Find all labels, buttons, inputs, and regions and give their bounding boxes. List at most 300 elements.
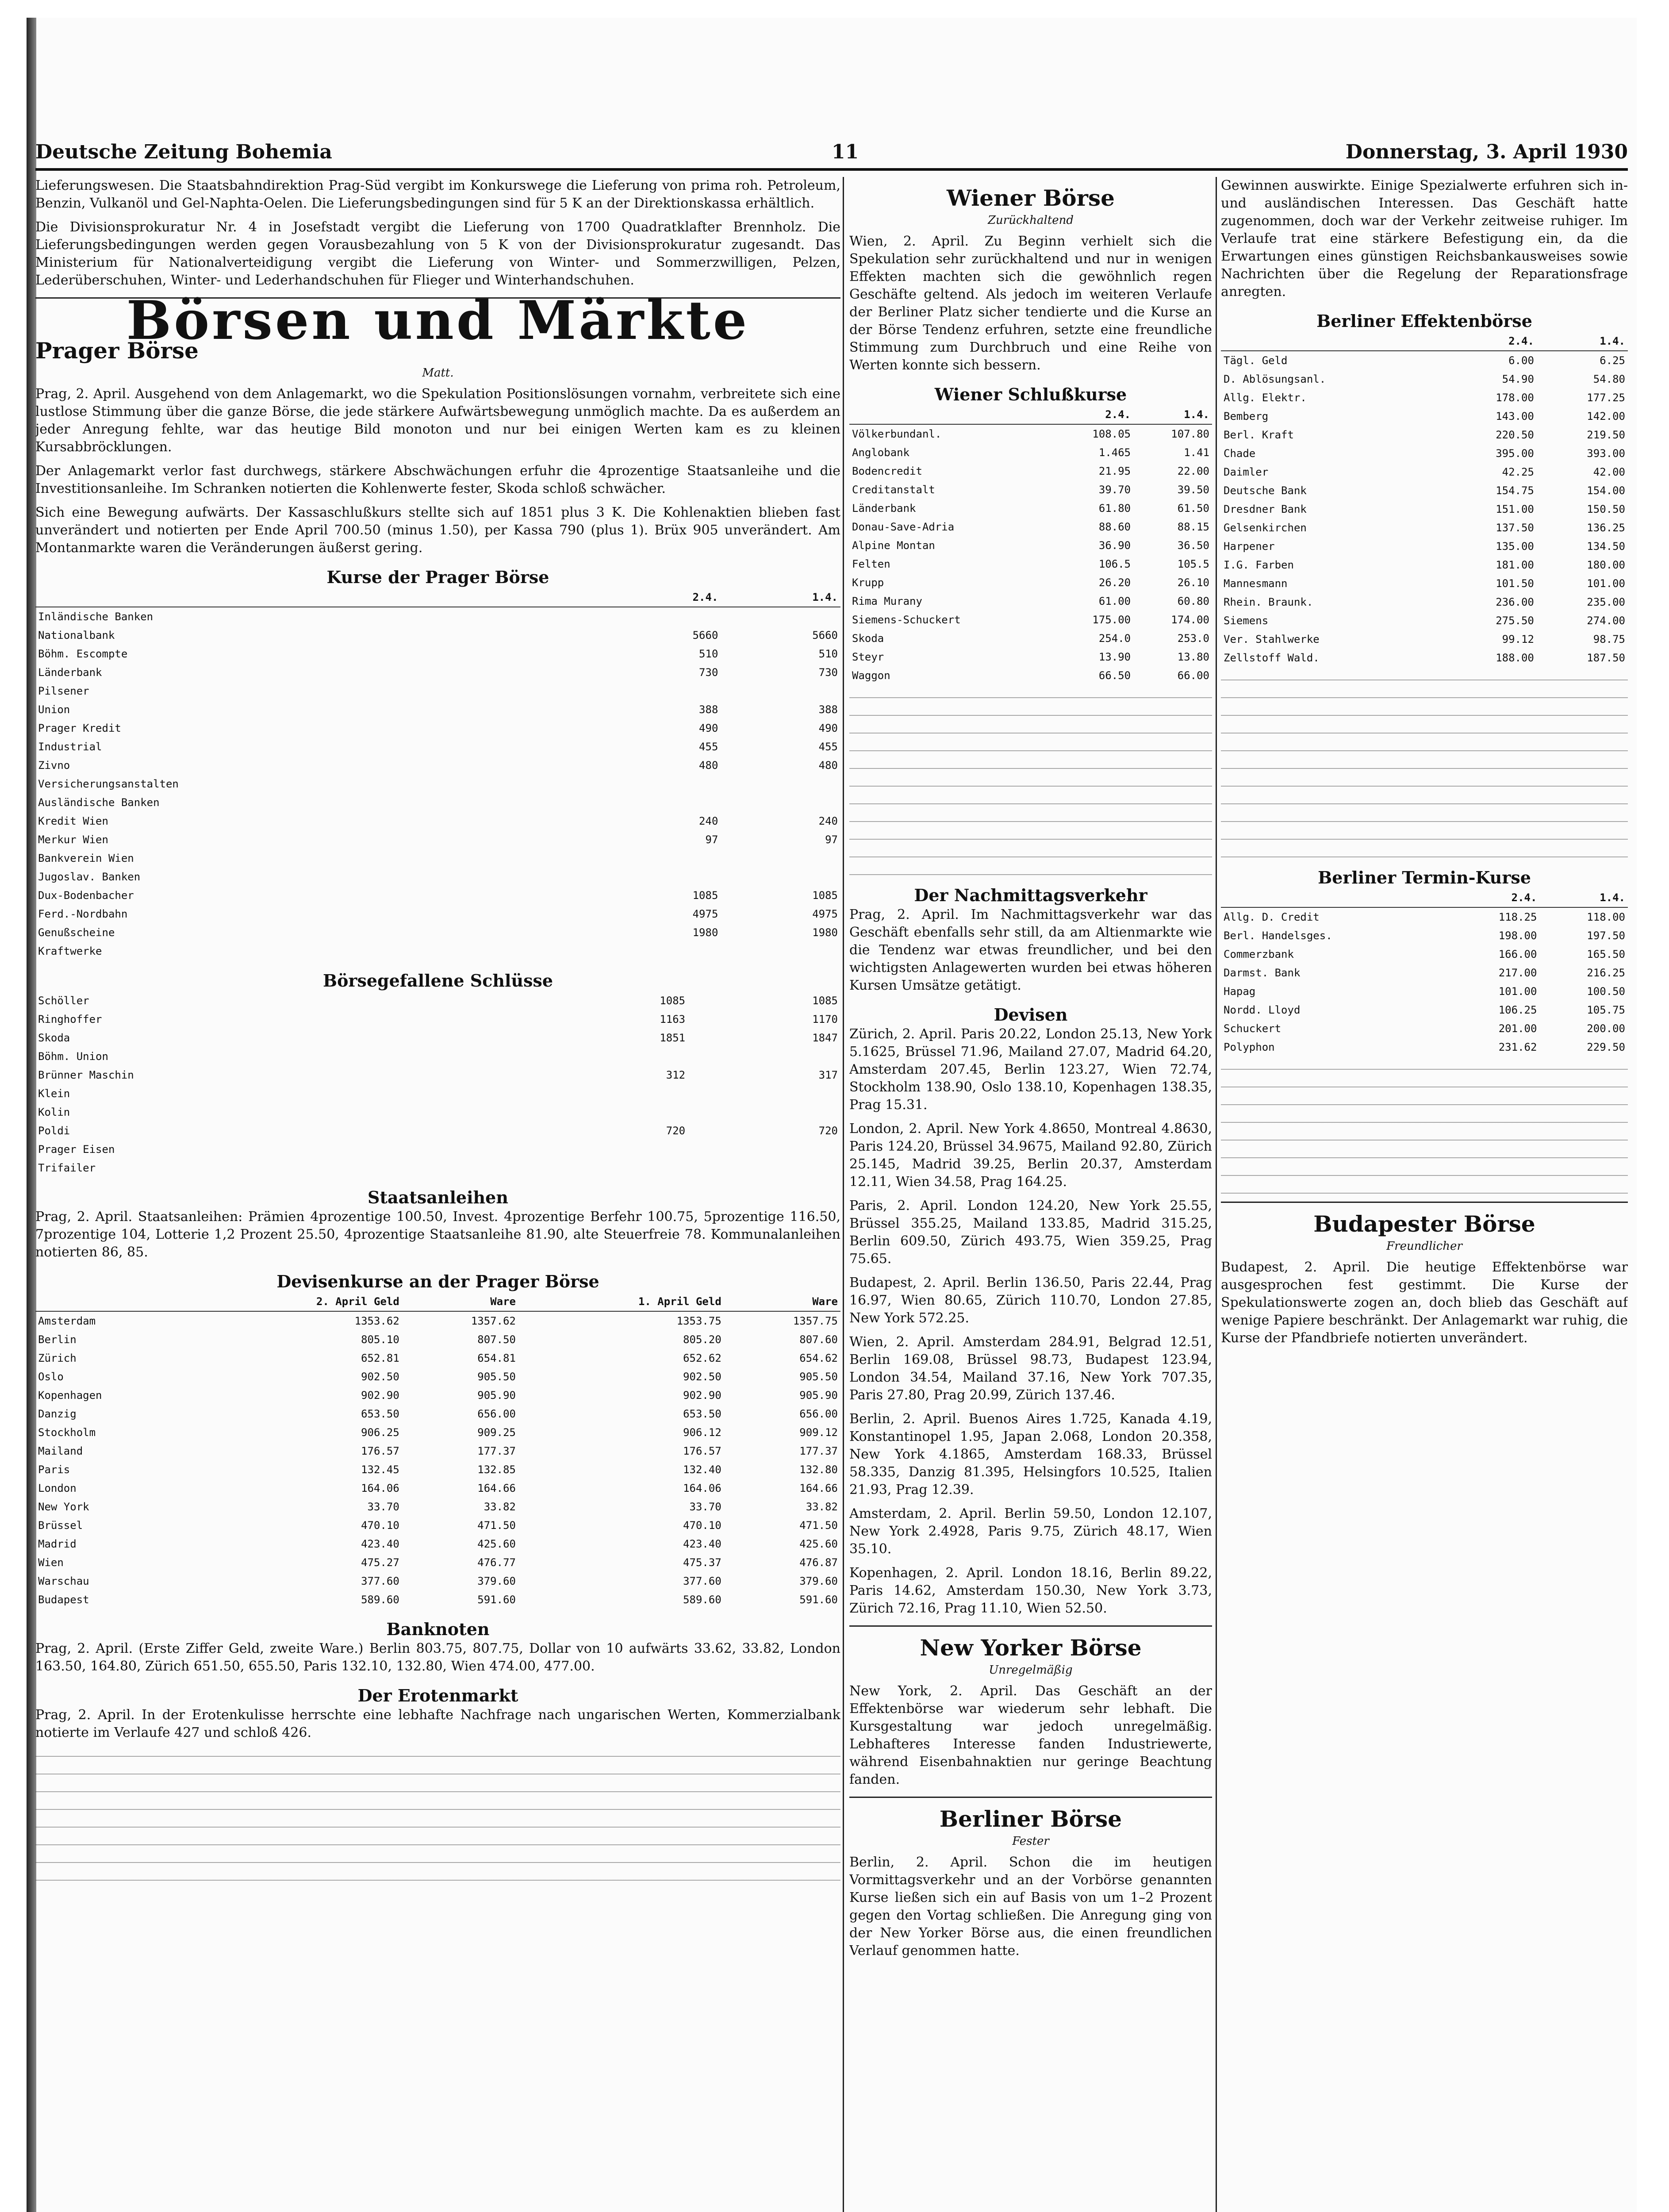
table-row bbox=[35, 1311, 840, 1330]
security-name-cell: Inländische Banken bbox=[38, 611, 153, 623]
security-name-cell: Siemens-Schuckert bbox=[852, 614, 961, 626]
quote-cell: 1.41 bbox=[1184, 446, 1209, 459]
table-row bbox=[849, 536, 1212, 555]
quote-cell: 106.5 bbox=[1098, 558, 1131, 570]
table-row bbox=[35, 1367, 840, 1386]
quote-cell bbox=[601, 682, 721, 700]
security-name-cell: Commerzbank bbox=[1224, 948, 1294, 960]
table-row bbox=[1221, 481, 1628, 500]
table-header-cell: 1.4. bbox=[1133, 405, 1212, 424]
quote-cell: 805.10 bbox=[361, 1333, 399, 1346]
security-name-cell: Gelsenkirchen bbox=[1224, 522, 1307, 534]
boerse-schluesse-table bbox=[35, 991, 840, 1177]
table-row bbox=[1221, 907, 1628, 926]
quote-cell: 1085 bbox=[812, 995, 838, 1007]
quote-cell: 235.00 bbox=[1587, 596, 1625, 608]
quote-cell: 61.00 bbox=[1098, 595, 1131, 607]
quote-cell: 105.5 bbox=[1177, 558, 1209, 570]
quote-cell: 807.50 bbox=[477, 1333, 516, 1346]
table-header-cell: Ware bbox=[724, 1292, 840, 1311]
security-name-cell: Amsterdam bbox=[38, 1315, 96, 1327]
quote-cell: 39.70 bbox=[1098, 484, 1131, 496]
quote-cell bbox=[535, 1140, 688, 1159]
quote-cell: 150.50 bbox=[1587, 503, 1625, 515]
quote-cell: 134.50 bbox=[1587, 540, 1625, 553]
table-row bbox=[35, 868, 840, 886]
security-name-cell: Kredit Wien bbox=[38, 815, 108, 827]
table-header-cell: 1.4. bbox=[1537, 332, 1628, 351]
divider bbox=[1221, 1202, 1628, 1203]
quote-cell: 164.06 bbox=[361, 1482, 399, 1494]
quote-cell: 187.50 bbox=[1587, 652, 1625, 664]
quote-cell: 21.95 bbox=[1098, 465, 1131, 477]
quote-cell: 807.60 bbox=[799, 1333, 838, 1346]
security-name-cell: Wien bbox=[38, 1556, 64, 1569]
table-row bbox=[35, 886, 840, 905]
table-row bbox=[35, 775, 840, 793]
quote-cell bbox=[721, 775, 840, 793]
quote-cell: 653.50 bbox=[361, 1408, 399, 1420]
security-name-cell: Warschau bbox=[38, 1575, 89, 1587]
table-row bbox=[849, 666, 1212, 685]
table-row bbox=[1221, 463, 1628, 481]
quote-cell: 176.57 bbox=[361, 1445, 399, 1457]
security-name-cell: Schuckert bbox=[1224, 1022, 1281, 1035]
quote-cell: 905.50 bbox=[477, 1371, 516, 1383]
security-name-cell: Schöller bbox=[38, 995, 89, 1007]
quote-cell: 730 bbox=[699, 666, 718, 679]
quote-cell: 1851 bbox=[660, 1032, 686, 1044]
quote-cell: 26.20 bbox=[1098, 576, 1131, 589]
security-name-cell: Chade bbox=[1224, 447, 1256, 460]
quote-cell: 198.00 bbox=[1498, 929, 1537, 942]
quote-cell bbox=[688, 1159, 840, 1177]
table-row bbox=[849, 629, 1212, 648]
quote-cell: 54.80 bbox=[1593, 373, 1625, 385]
quote-cell: 377.60 bbox=[361, 1575, 399, 1587]
security-name-cell: Ver. Stahlwerke bbox=[1224, 633, 1320, 645]
security-name-cell: Böhm. Union bbox=[38, 1050, 108, 1063]
table-row bbox=[35, 1121, 840, 1140]
quote-cell: 229.50 bbox=[1587, 1041, 1625, 1053]
security-name-cell: Danzig bbox=[38, 1408, 77, 1420]
quote-cell: 589.60 bbox=[683, 1594, 721, 1606]
article-paragraph: Prag, 2. April. Ausgehend von dem Anlagemarkt, wo die Spekulation Positionslösungen vornahm, verbreitete sich eine lustlose Stimmung über die ganze Börse, die jede stärkere Aufwärtsbewegung unmöglich machte. Da es außerdem an jeder Anregung fehlte, war das heutige Bild monoton und nur bei einigen Werten kam es zu kleinen Kursabbröcklungen. bbox=[35, 386, 840, 455]
table-row bbox=[35, 1330, 840, 1349]
quote-cell: 591.60 bbox=[477, 1594, 516, 1606]
quote-cell: 201.00 bbox=[1498, 1022, 1537, 1035]
security-name-cell: Ringhoffer bbox=[38, 1013, 102, 1025]
table-row bbox=[35, 645, 840, 663]
quote-cell: 805.20 bbox=[683, 1333, 721, 1346]
quote-cell: 240 bbox=[699, 815, 718, 827]
table-row bbox=[35, 1553, 840, 1572]
quote-cell: 1085 bbox=[812, 889, 838, 902]
table-row bbox=[35, 923, 840, 942]
quote-cell: 471.50 bbox=[799, 1519, 838, 1532]
table-row bbox=[35, 1479, 840, 1498]
dense-text-block bbox=[35, 1748, 840, 1881]
quote-cell: 905.90 bbox=[477, 1389, 516, 1402]
section-subheading: Freundlicher bbox=[1386, 1240, 1462, 1253]
table-heading: Devisenkurse an der Prager Börse bbox=[276, 1271, 599, 1291]
table-row bbox=[35, 1572, 840, 1590]
table-row bbox=[1221, 926, 1628, 945]
table-row bbox=[35, 737, 840, 756]
quote-cell: 135.00 bbox=[1496, 540, 1534, 553]
quote-cell: 652.81 bbox=[361, 1352, 399, 1364]
quote-cell: 730 bbox=[818, 666, 838, 679]
security-name-cell: Budapest bbox=[38, 1594, 89, 1606]
table-row bbox=[1221, 407, 1628, 426]
article-paragraph: Gewinnen auswirkte. Einige Spezialwerte erfuhren sich in- und ausländischen Interessen. Das Geschäft hatte zugenommen, doch war der Verkehr zeitweise ruhiger. Im Verlaufe trat eine stärkere Befestigung ein, da die Erwartungen eines günstigen Reichsbankausweises sowie Nachrichten über die Regelung der Reparationsfrage anregten. bbox=[1221, 178, 1628, 300]
security-name-cell: Zürich bbox=[38, 1352, 77, 1364]
quote-cell: 143.00 bbox=[1496, 410, 1534, 422]
quote-cell: 5660 bbox=[812, 629, 838, 641]
quote-cell: 175.00 bbox=[1092, 614, 1131, 626]
quote-cell: 42.25 bbox=[1502, 466, 1534, 478]
quote-cell: 60.80 bbox=[1177, 595, 1209, 607]
header-page-number: 11 bbox=[832, 141, 859, 163]
quote-cell: 4975 bbox=[692, 908, 718, 920]
security-name-cell: Darmst. Bank bbox=[1224, 967, 1301, 979]
security-name-cell: Poldi bbox=[38, 1125, 70, 1137]
quote-cell: 475.37 bbox=[683, 1556, 721, 1569]
quote-cell: 388 bbox=[699, 703, 718, 716]
table-header-cell bbox=[35, 588, 601, 607]
table-row bbox=[35, 626, 840, 645]
divider bbox=[849, 1797, 1212, 1798]
security-name-cell: Merkur Wien bbox=[38, 833, 108, 846]
security-name-cell: Berlin bbox=[38, 1333, 77, 1346]
quote-cell: 97 bbox=[705, 833, 718, 846]
table-row bbox=[35, 1535, 840, 1553]
security-name-cell: Genußscheine bbox=[38, 926, 115, 939]
quote-cell: 475.27 bbox=[361, 1556, 399, 1569]
quote-cell: 490 bbox=[699, 722, 718, 734]
quote-cell: 656.00 bbox=[477, 1408, 516, 1420]
table-row bbox=[1221, 518, 1628, 537]
security-name-cell: Anglobank bbox=[852, 446, 910, 459]
quote-cell: 132.85 bbox=[477, 1463, 516, 1476]
quote-cell: 654.81 bbox=[477, 1352, 516, 1364]
security-name-cell: Berl. Kraft bbox=[1224, 429, 1294, 441]
security-name-cell: Steyr bbox=[852, 651, 884, 663]
security-name-cell: Dux-Bodenbacher bbox=[38, 889, 134, 902]
quote-cell: 132.40 bbox=[683, 1463, 721, 1476]
security-name-cell: Länderbank bbox=[38, 666, 102, 679]
quote-cell: 1085 bbox=[660, 995, 686, 1007]
article-paragraph: Prag, 2. April. (Erste Ziffer Geld, zweite Ware.) Berlin 803.75, 807.75, Dollar von 10 aufwärts 33.62, 33.82, London 163.50, 164.80, Zürich 651.50, 655.50, Paris 132.10, 132.80, Wien 474.00, 477.00. bbox=[35, 1641, 840, 1674]
table-row bbox=[35, 1442, 840, 1460]
table-header-cell: 2. April Geld bbox=[196, 1292, 402, 1311]
quote-cell: 476.87 bbox=[799, 1556, 838, 1569]
quote-cell: 388 bbox=[818, 703, 838, 716]
quote-cell: 177.37 bbox=[477, 1445, 516, 1457]
quote-cell: 42.00 bbox=[1593, 466, 1625, 478]
table-heading: Staatsanleihen bbox=[368, 1187, 508, 1207]
security-name-cell: Waggon bbox=[852, 669, 890, 682]
quote-cell: 13.80 bbox=[1177, 651, 1209, 663]
quote-cell: 188.00 bbox=[1496, 652, 1534, 664]
quote-cell: 1.465 bbox=[1098, 446, 1131, 459]
table-row bbox=[1221, 945, 1628, 964]
quote-cell: 88.15 bbox=[1177, 521, 1209, 533]
table-row bbox=[35, 1498, 840, 1516]
table-row bbox=[35, 1423, 840, 1442]
table-header-cell: 2.4. bbox=[1446, 332, 1537, 351]
security-name-cell: Skoda bbox=[38, 1032, 70, 1044]
quote-cell: 1353.75 bbox=[676, 1315, 721, 1327]
quote-cell: 240 bbox=[818, 815, 838, 827]
quote-cell: 61.50 bbox=[1177, 502, 1209, 515]
section-subheading: Unregelmäßig bbox=[989, 1663, 1073, 1677]
quote-cell: 39.50 bbox=[1177, 484, 1209, 496]
quote-cell: 652.62 bbox=[683, 1352, 721, 1364]
security-name-cell: Deutsche Bank bbox=[1224, 484, 1307, 497]
table-row bbox=[1221, 611, 1628, 630]
table-row bbox=[849, 555, 1212, 573]
security-name-cell: Mailand bbox=[38, 1445, 83, 1457]
quote-cell: 118.00 bbox=[1587, 911, 1625, 923]
table-row bbox=[35, 991, 840, 1010]
table-heading: Der Nachmittagsverkehr bbox=[914, 885, 1147, 905]
section-heading-berlin: Berliner Börse bbox=[939, 1806, 1122, 1832]
quote-cell: 1357.75 bbox=[793, 1315, 838, 1327]
security-name-cell: Böhm. Escompte bbox=[38, 648, 128, 660]
security-name-cell: Bodencredit bbox=[852, 465, 922, 477]
quote-cell: 66.00 bbox=[1177, 669, 1209, 682]
dense-table-block bbox=[1221, 672, 1628, 857]
quote-cell: 480 bbox=[818, 759, 838, 772]
table-row bbox=[35, 1084, 840, 1103]
quote-cell: 510 bbox=[699, 648, 718, 660]
article-paragraph: Paris, 2. April. London 124.20, New York 25.55, Brüssel 355.25, Mailand 133.85, Madrid 315.25, Berlin 609.50, Zürich 493.75, Wien 359.25, Prag 75.65. bbox=[849, 1198, 1212, 1267]
table-header-cell: 1.4. bbox=[1539, 888, 1628, 907]
article-paragraph: Prag, 2. April. In der Erotenkulisse herrschte eine lebhafte Nachfrage nach ungarischen Werten, Kommerzialbank notierte im Verlaufe 427 und schloß 426. bbox=[35, 1707, 840, 1740]
table-row bbox=[849, 648, 1212, 666]
table-row bbox=[849, 424, 1212, 443]
quote-cell: 1980 bbox=[692, 926, 718, 939]
table-header-cell bbox=[1221, 888, 1451, 907]
quote-cell bbox=[688, 1140, 840, 1159]
security-name-cell: Allg. Elektr. bbox=[1224, 392, 1307, 404]
column-right bbox=[1221, 177, 1628, 2212]
berliner-effekten-table bbox=[1221, 332, 1628, 667]
quote-cell: 154.75 bbox=[1496, 484, 1534, 497]
table-heading: Börsegefallene Schlüsse bbox=[322, 971, 553, 991]
security-name-cell: Jugoslav. Banken bbox=[38, 871, 141, 883]
table-row bbox=[35, 1405, 840, 1423]
table-row bbox=[35, 1140, 840, 1159]
security-name-cell: Krupp bbox=[852, 576, 884, 589]
table-heading: Devisen bbox=[994, 1005, 1068, 1025]
table-heading: Berliner Termin-Kurse bbox=[1318, 868, 1531, 887]
security-name-cell: Donau-Save-Adria bbox=[852, 521, 955, 533]
quote-cell: 902.90 bbox=[683, 1389, 721, 1402]
security-name-cell: Dresdner Bank bbox=[1224, 503, 1307, 515]
table-row bbox=[849, 518, 1212, 536]
quote-cell bbox=[721, 942, 840, 960]
table-header-cell: 1. April Geld bbox=[518, 1292, 724, 1311]
security-name-cell: I.G. Farben bbox=[1224, 559, 1294, 571]
column-middle bbox=[849, 177, 1212, 2212]
article-paragraph: Sich eine Bewegung aufwärts. Der Kassaschlußkurs stellte sich auf 1851 plus 3 K. Die Kohlenaktien blieben fast unverändert und notierten per Ende April 700.50 (minus 1.50), per Kassa 790 (plus 1). Brüx 905 unverändert. Am Montanmarkte waren die Veränderungen äußerst gering. bbox=[35, 505, 840, 556]
quote-cell: 455 bbox=[818, 741, 838, 753]
table-row bbox=[35, 607, 840, 626]
table-header-cell: 2.4. bbox=[1055, 405, 1133, 424]
security-name-cell: Völkerbundanl. bbox=[852, 428, 942, 440]
quote-cell: 471.50 bbox=[477, 1519, 516, 1532]
column-left bbox=[35, 177, 840, 2212]
quote-cell bbox=[688, 1047, 840, 1066]
security-name-cell: Brüssel bbox=[38, 1519, 83, 1532]
quote-cell: 423.40 bbox=[361, 1538, 399, 1550]
security-name-cell: Madrid bbox=[38, 1538, 77, 1550]
section-heading-budapest: Budapester Börse bbox=[1313, 1211, 1535, 1237]
security-name-cell: Prager Kredit bbox=[38, 722, 121, 734]
quote-cell: 36.50 bbox=[1177, 539, 1209, 552]
table-row bbox=[35, 905, 840, 923]
quote-cell: 219.50 bbox=[1587, 429, 1625, 441]
table-row bbox=[1221, 351, 1628, 370]
quote-cell: 197.50 bbox=[1587, 929, 1625, 942]
table-row bbox=[35, 682, 840, 700]
security-name-cell: Alpine Montan bbox=[852, 539, 935, 552]
quote-cell: 423.40 bbox=[683, 1538, 721, 1550]
quote-cell: 393.00 bbox=[1587, 447, 1625, 460]
table-row bbox=[1221, 556, 1628, 574]
quote-cell: 6.00 bbox=[1508, 354, 1534, 367]
security-name-cell: Harpener bbox=[1224, 540, 1275, 553]
quote-cell: 1163 bbox=[660, 1013, 686, 1025]
table-row bbox=[35, 1029, 840, 1047]
quote-cell: 176.57 bbox=[683, 1445, 721, 1457]
table-row bbox=[849, 573, 1212, 592]
quote-cell: 902.50 bbox=[361, 1371, 399, 1383]
quote-cell: 1170 bbox=[812, 1013, 838, 1025]
quote-cell: 476.77 bbox=[477, 1556, 516, 1569]
security-name-cell: Mannesmann bbox=[1224, 577, 1288, 590]
quote-cell: 654.62 bbox=[799, 1352, 838, 1364]
column-rule-1 bbox=[843, 177, 844, 2212]
table-row bbox=[1221, 1019, 1628, 1038]
quote-cell: 164.06 bbox=[683, 1482, 721, 1494]
quote-cell: 181.00 bbox=[1496, 559, 1534, 571]
table-row bbox=[35, 1460, 840, 1479]
table-row bbox=[849, 462, 1212, 480]
notice-paragraph: Lieferungswesen. Die Staatsbahndirektion Prag-Süd vergibt im Konkurswege die Lieferung von prima roh. Petroleum, Benzin, Vulkanöl und Gel-Naphta-Oelen. Die Lieferungsbedingungen sind für 5 K an der Direktionskassa erhältlich. bbox=[35, 178, 840, 211]
quote-cell bbox=[721, 793, 840, 812]
security-name-cell: New York bbox=[38, 1501, 89, 1513]
quote-cell: 589.60 bbox=[361, 1594, 399, 1606]
quote-cell bbox=[601, 775, 721, 793]
table-row bbox=[35, 663, 840, 682]
notice-paragraph: Die Divisionsprokuratur Nr. 4 in Josefstadt vergibt die Lieferung von 1700 Quadratklafter Brennholz. Die Lieferungsbedingungen werden gegen Vorausbezahlung von 5 K von der Divisionsprokuratur zugesandt. Das Ministerium für Nationalverteidigung vergibt die Lieferung von Winter- und Sommerzwilligen, Pelzen, Lederüberschuhen, Winter- und Lederhandschuhen für Flieger und Winterhandschuhen. bbox=[35, 219, 840, 288]
page-header bbox=[35, 137, 1628, 171]
quote-cell bbox=[535, 1047, 688, 1066]
table-header-cell bbox=[849, 405, 1055, 424]
prager-kurse-table bbox=[35, 588, 840, 960]
quote-cell: 180.00 bbox=[1587, 559, 1625, 571]
article-paragraph: London, 2. April. New York 4.8650, Montreal 4.8630, Paris 124.20, Brüssel 34.9675, Mailand 92.80, Zürich 25.145, Madrid 39.25, Berlin 20.37, Amsterdam 12.11, Wien 34.58, Prag 164.25. bbox=[849, 1121, 1212, 1190]
quote-cell: 1353.62 bbox=[354, 1315, 399, 1327]
quote-cell: 253.0 bbox=[1177, 632, 1209, 645]
security-name-cell: Rhein. Braunk. bbox=[1224, 596, 1313, 608]
quote-cell: 470.10 bbox=[361, 1519, 399, 1532]
quote-cell: 312 bbox=[666, 1069, 686, 1081]
quote-cell: 217.00 bbox=[1498, 967, 1537, 979]
quote-cell: 33.82 bbox=[806, 1501, 838, 1513]
quote-cell: 107.80 bbox=[1171, 428, 1209, 440]
security-name-cell: Ausländische Banken bbox=[38, 796, 160, 809]
table-heading: Wiener Schlußkurse bbox=[934, 384, 1127, 404]
table-row bbox=[849, 480, 1212, 499]
quote-cell: 101.00 bbox=[1498, 985, 1537, 998]
quote-cell: 36.90 bbox=[1098, 539, 1131, 552]
article-paragraph: Budapest, 2. April. Die heutige Effektenbörse war ausgesprochen fest gestimmt. Die Kurse der Spekulationswerte zogen an, doch blieb das Geschäft auf wenige Papiere beschränkt. Der Anlagemarkt war ruhig, die Kurse der Pfandbriefe notierten unverändert. bbox=[1221, 1260, 1628, 1346]
quote-cell: 177.37 bbox=[799, 1445, 838, 1457]
security-name-cell: Creditanstalt bbox=[852, 484, 935, 496]
table-header-cell bbox=[1221, 332, 1446, 351]
quote-cell: 108.05 bbox=[1092, 428, 1131, 440]
security-name-cell: Polyphon bbox=[1224, 1041, 1275, 1053]
quote-cell: 455 bbox=[699, 741, 718, 753]
quote-cell bbox=[601, 868, 721, 886]
quote-cell: 13.90 bbox=[1098, 651, 1131, 663]
security-name-cell: London bbox=[38, 1482, 77, 1494]
table-header-cell: 2.4. bbox=[601, 588, 721, 607]
quote-cell: 101.50 bbox=[1496, 577, 1534, 590]
security-name-cell: Paris bbox=[38, 1463, 70, 1476]
quote-cell: 1847 bbox=[812, 1032, 838, 1044]
security-name-cell: D. Ablösungsanl. bbox=[1224, 373, 1326, 385]
quote-cell: 164.66 bbox=[799, 1482, 838, 1494]
table-row bbox=[1221, 1038, 1628, 1056]
quote-cell bbox=[535, 1159, 688, 1177]
table-row bbox=[35, 1386, 840, 1405]
quote-cell: 902.50 bbox=[683, 1371, 721, 1383]
quote-cell: 1357.62 bbox=[471, 1315, 516, 1327]
security-name-cell: Hapag bbox=[1224, 985, 1256, 998]
quote-cell: 105.75 bbox=[1587, 1004, 1625, 1016]
section-heading-newyork: New Yorker Börse bbox=[920, 1635, 1142, 1661]
dense-table-block bbox=[1221, 1061, 1628, 1194]
article-paragraph: New York, 2. April. Das Geschäft an der Effektenbörse war wiederum sehr lebhaft. Die Kursgestaltung war jedoch unregelmäßig. Lebhafteres Interesse fanden Industriewerte, während Eisenbahnaktien nur geringe Beachtung fanden. bbox=[849, 1683, 1212, 1787]
quote-cell: 137.50 bbox=[1496, 522, 1534, 534]
quote-cell bbox=[535, 1103, 688, 1121]
security-name-cell: Bankverein Wien bbox=[38, 852, 134, 864]
section-subheading: Zurückhaltend bbox=[987, 214, 1074, 227]
dense-table-block bbox=[849, 689, 1212, 875]
quote-cell bbox=[535, 1084, 688, 1103]
quote-cell: 425.60 bbox=[799, 1538, 838, 1550]
security-name-cell: Industrial bbox=[38, 741, 102, 753]
quote-cell: 6.25 bbox=[1600, 354, 1625, 367]
table-row bbox=[1221, 426, 1628, 444]
quote-cell: 902.90 bbox=[361, 1389, 399, 1402]
security-name-cell: Oslo bbox=[38, 1371, 64, 1383]
quote-cell: 510 bbox=[818, 648, 838, 660]
quote-cell: 906.25 bbox=[361, 1426, 399, 1439]
table-heading: Banknoten bbox=[386, 1619, 490, 1639]
quote-cell bbox=[688, 1084, 840, 1103]
security-name-cell: Prager Eisen bbox=[38, 1143, 115, 1156]
security-name-cell: Tägl. Geld bbox=[1224, 354, 1288, 367]
quote-cell: 132.80 bbox=[799, 1463, 838, 1476]
quote-cell: 200.00 bbox=[1587, 1022, 1625, 1035]
section-heading-prager: Prager Börse bbox=[35, 338, 199, 364]
